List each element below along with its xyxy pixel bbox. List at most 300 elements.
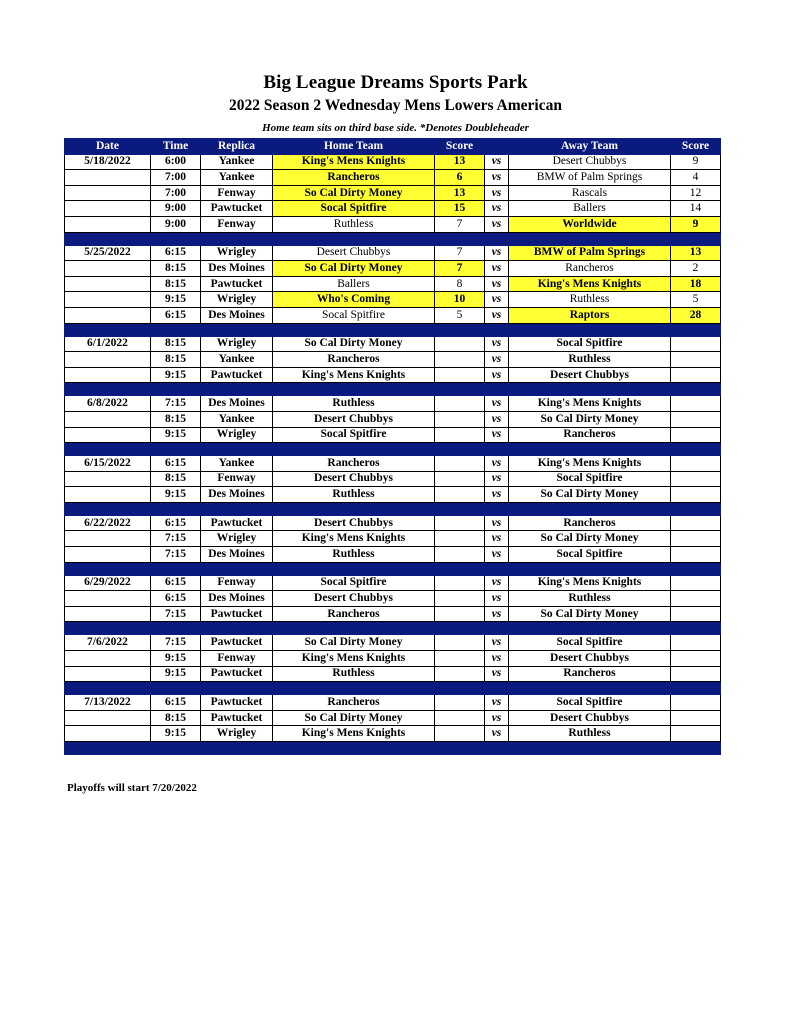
separator-cell <box>509 682 671 695</box>
away-score-cell <box>671 726 721 742</box>
home-team-cell: So Cal Dirty Money <box>273 261 435 277</box>
vs-cell: vs <box>485 427 509 443</box>
home-score-cell: 15 <box>435 201 485 217</box>
vs-cell: vs <box>485 276 509 292</box>
separator-cell <box>485 383 509 396</box>
separator-cell <box>485 443 509 456</box>
home-score-cell <box>435 411 485 427</box>
schedule-table <box>64 138 721 755</box>
replica-cell: Des Moines <box>201 591 273 607</box>
home-score-cell <box>435 456 485 472</box>
vs-cell: vs <box>485 575 509 591</box>
home-score-cell <box>435 336 485 352</box>
separator-cell <box>201 622 273 635</box>
replica-cell: Wrigley <box>201 726 273 742</box>
away-score-cell <box>671 411 721 427</box>
home-score-cell <box>435 471 485 487</box>
separator-cell <box>435 622 485 635</box>
away-team-cell: BMW of Palm Springs <box>509 170 671 186</box>
time-cell: 9:15 <box>151 651 201 667</box>
home-score-cell: 7 <box>435 245 485 261</box>
col-header-home-team: Home Team <box>273 139 435 155</box>
date-cell <box>65 651 151 667</box>
away-score-cell <box>671 367 721 383</box>
game-row <box>65 695 721 711</box>
vs-cell: vs <box>485 411 509 427</box>
week-separator <box>65 562 721 575</box>
separator-cell <box>509 443 671 456</box>
schedule-note: Home team sits on third base side. *Denotes Doubleheader <box>262 122 529 134</box>
away-score-cell: 12 <box>671 185 721 201</box>
date-cell: 7/6/2022 <box>65 635 151 651</box>
home-team-cell: Socal Spitfire <box>273 575 435 591</box>
away-team-cell: Socal Spitfire <box>509 471 671 487</box>
home-team-cell: Desert Chubbys <box>273 591 435 607</box>
date-cell <box>65 427 151 443</box>
time-cell: 6:15 <box>151 245 201 261</box>
game-row <box>65 606 721 622</box>
home-team-cell: Rancheros <box>273 606 435 622</box>
home-score-cell <box>435 635 485 651</box>
replica-cell: Des Moines <box>201 487 273 503</box>
date-cell <box>65 606 151 622</box>
separator-cell <box>151 622 201 635</box>
replica-cell: Pawtucket <box>201 666 273 682</box>
home-team-cell: King's Mens Knights <box>273 726 435 742</box>
game-row <box>65 591 721 607</box>
away-score-cell <box>671 635 721 651</box>
separator-cell <box>435 742 485 755</box>
date-cell <box>65 216 151 232</box>
separator-cell <box>509 502 671 515</box>
time-cell: 9:15 <box>151 427 201 443</box>
separator-cell <box>201 742 273 755</box>
replica-cell: Wrigley <box>201 336 273 352</box>
separator-cell <box>65 383 151 396</box>
col-header-time: Time <box>151 139 201 155</box>
home-team-cell: Rancheros <box>273 695 435 711</box>
home-score-cell <box>435 352 485 368</box>
separator-cell <box>151 562 201 575</box>
date-cell: 7/13/2022 <box>65 695 151 711</box>
date-cell <box>65 352 151 368</box>
replica-cell: Des Moines <box>201 396 273 412</box>
home-score-cell: 10 <box>435 292 485 308</box>
vs-cell: vs <box>485 396 509 412</box>
home-team-cell: Ruthless <box>273 487 435 503</box>
separator-cell <box>671 443 721 456</box>
away-team-cell: Ruthless <box>509 292 671 308</box>
away-team-cell: Socal Spitfire <box>509 336 671 352</box>
away-score-cell <box>671 651 721 667</box>
separator-cell <box>435 562 485 575</box>
away-team-cell: So Cal Dirty Money <box>509 411 671 427</box>
game-row <box>65 515 721 531</box>
home-team-cell: King's Mens Knights <box>273 651 435 667</box>
separator-cell <box>65 682 151 695</box>
separator-cell <box>509 323 671 336</box>
away-team-cell: Socal Spitfire <box>509 635 671 651</box>
vs-cell: vs <box>485 710 509 726</box>
home-team-cell: Desert Chubbys <box>273 515 435 531</box>
time-cell: 7:15 <box>151 635 201 651</box>
game-row <box>65 575 721 591</box>
time-cell: 8:15 <box>151 471 201 487</box>
home-team-cell: So Cal Dirty Money <box>273 710 435 726</box>
time-cell: 8:15 <box>151 336 201 352</box>
separator-cell <box>151 682 201 695</box>
time-cell: 7:15 <box>151 606 201 622</box>
vs-cell: vs <box>485 307 509 323</box>
separator-cell <box>273 443 435 456</box>
away-score-cell <box>671 710 721 726</box>
time-cell: 8:15 <box>151 276 201 292</box>
away-team-cell: Desert Chubbys <box>509 367 671 383</box>
home-score-cell <box>435 695 485 711</box>
separator-cell <box>435 443 485 456</box>
away-team-cell: Rascals <box>509 185 671 201</box>
home-score-cell <box>435 487 485 503</box>
col-header-home-score: Score <box>435 139 485 155</box>
home-team-cell: Rancheros <box>273 456 435 472</box>
week-separator <box>65 443 721 456</box>
time-cell: 8:15 <box>151 411 201 427</box>
separator-cell <box>151 502 201 515</box>
vs-cell: vs <box>485 292 509 308</box>
home-team-cell: So Cal Dirty Money <box>273 635 435 651</box>
home-team-cell: Desert Chubbys <box>273 411 435 427</box>
replica-cell: Wrigley <box>201 427 273 443</box>
separator-cell <box>65 742 151 755</box>
home-score-cell <box>435 726 485 742</box>
away-team-cell: King's Mens Knights <box>509 456 671 472</box>
page-subtitle: 2022 Season 2 Wednesday Mens Lowers American <box>229 97 562 114</box>
date-cell <box>65 170 151 186</box>
replica-cell: Pawtucket <box>201 201 273 217</box>
away-score-cell <box>671 591 721 607</box>
col-header-away-team: Away Team <box>509 139 671 155</box>
away-team-cell: So Cal Dirty Money <box>509 606 671 622</box>
away-score-cell <box>671 427 721 443</box>
away-score-cell <box>671 352 721 368</box>
home-score-cell: 5 <box>435 307 485 323</box>
time-cell: 6:15 <box>151 591 201 607</box>
home-team-cell: Socal Spitfire <box>273 427 435 443</box>
vs-cell: vs <box>485 547 509 563</box>
home-team-cell: King's Mens Knights <box>273 531 435 547</box>
time-cell: 9:15 <box>151 292 201 308</box>
game-row <box>65 396 721 412</box>
home-team-cell: So Cal Dirty Money <box>273 185 435 201</box>
replica-cell: Pawtucket <box>201 367 273 383</box>
separator-cell <box>273 742 435 755</box>
time-cell: 7:15 <box>151 531 201 547</box>
game-row <box>65 411 721 427</box>
separator-cell <box>671 383 721 396</box>
away-team-cell: Rancheros <box>509 427 671 443</box>
separator-cell <box>151 232 201 245</box>
away-score-cell: 18 <box>671 276 721 292</box>
separator-cell <box>201 443 273 456</box>
col-header-vs <box>485 139 509 155</box>
game-row <box>65 367 721 383</box>
vs-cell: vs <box>485 352 509 368</box>
replica-cell: Wrigley <box>201 531 273 547</box>
date-cell <box>65 531 151 547</box>
game-row <box>65 292 721 308</box>
away-score-cell: 5 <box>671 292 721 308</box>
time-cell: 6:00 <box>151 154 201 170</box>
game-row <box>65 666 721 682</box>
away-score-cell <box>671 575 721 591</box>
away-team-cell: Socal Spitfire <box>509 547 671 563</box>
away-score-cell <box>671 487 721 503</box>
away-team-cell: Ruthless <box>509 591 671 607</box>
home-team-cell: King's Mens Knights <box>273 154 435 170</box>
away-team-cell: Rancheros <box>509 666 671 682</box>
time-cell: 8:15 <box>151 710 201 726</box>
home-team-cell: Socal Spitfire <box>273 201 435 217</box>
home-score-cell <box>435 651 485 667</box>
separator-cell <box>671 562 721 575</box>
date-cell: 6/1/2022 <box>65 336 151 352</box>
time-cell: 8:15 <box>151 352 201 368</box>
home-score-cell <box>435 427 485 443</box>
replica-cell: Pawtucket <box>201 695 273 711</box>
game-row <box>65 710 721 726</box>
separator-cell <box>273 383 435 396</box>
separator-cell <box>201 232 273 245</box>
away-score-cell <box>671 666 721 682</box>
away-team-cell: Ruthless <box>509 352 671 368</box>
away-score-cell: 2 <box>671 261 721 277</box>
vs-cell: vs <box>485 471 509 487</box>
away-score-cell: 14 <box>671 201 721 217</box>
time-cell: 9:15 <box>151 487 201 503</box>
home-team-cell: Desert Chubbys <box>273 245 435 261</box>
away-team-cell: King's Mens Knights <box>509 276 671 292</box>
time-cell: 9:15 <box>151 726 201 742</box>
separator-cell <box>485 323 509 336</box>
separator-cell <box>65 562 151 575</box>
vs-cell: vs <box>485 487 509 503</box>
away-score-cell: 4 <box>671 170 721 186</box>
date-cell <box>65 666 151 682</box>
separator-cell <box>65 622 151 635</box>
playoffs-note: Playoffs will start 7/20/2022 <box>67 782 197 794</box>
away-score-cell <box>671 336 721 352</box>
separator-cell <box>485 502 509 515</box>
separator-cell <box>151 323 201 336</box>
replica-cell: Fenway <box>201 185 273 201</box>
separator-cell <box>273 323 435 336</box>
date-cell <box>65 591 151 607</box>
away-score-cell <box>671 695 721 711</box>
vs-cell: vs <box>485 185 509 201</box>
away-team-cell: Desert Chubbys <box>509 710 671 726</box>
game-row <box>65 336 721 352</box>
page-title: Big League Dreams Sports Park <box>263 72 528 93</box>
home-score-cell: 13 <box>435 185 485 201</box>
home-score-cell <box>435 606 485 622</box>
home-team-cell: Rancheros <box>273 352 435 368</box>
separator-cell <box>435 682 485 695</box>
separator-cell <box>201 562 273 575</box>
home-score-cell: 7 <box>435 216 485 232</box>
vs-cell: vs <box>485 154 509 170</box>
separator-cell <box>671 682 721 695</box>
date-cell <box>65 307 151 323</box>
game-row <box>65 487 721 503</box>
date-cell <box>65 261 151 277</box>
date-cell: 6/29/2022 <box>65 575 151 591</box>
game-row <box>65 201 721 217</box>
home-team-cell: King's Mens Knights <box>273 367 435 383</box>
separator-cell <box>435 502 485 515</box>
vs-cell: vs <box>485 666 509 682</box>
game-row <box>65 307 721 323</box>
vs-cell: vs <box>485 606 509 622</box>
time-cell: 7:15 <box>151 396 201 412</box>
date-cell <box>65 710 151 726</box>
time-cell: 7:00 <box>151 185 201 201</box>
separator-cell <box>671 502 721 515</box>
away-score-cell: 9 <box>671 216 721 232</box>
away-team-cell: So Cal Dirty Money <box>509 487 671 503</box>
separator-cell <box>65 443 151 456</box>
separator-cell <box>485 562 509 575</box>
separator-cell <box>671 622 721 635</box>
replica-cell: Pawtucket <box>201 710 273 726</box>
col-header-away-score: Score <box>671 139 721 155</box>
game-row <box>65 352 721 368</box>
away-score-cell: 13 <box>671 245 721 261</box>
away-team-cell: Worldwide <box>509 216 671 232</box>
date-cell: 5/25/2022 <box>65 245 151 261</box>
separator-cell <box>65 232 151 245</box>
home-score-cell: 8 <box>435 276 485 292</box>
away-team-cell: Desert Chubbys <box>509 154 671 170</box>
replica-cell: Wrigley <box>201 245 273 261</box>
separator-cell <box>509 622 671 635</box>
separator-cell <box>435 383 485 396</box>
header-row <box>65 139 721 155</box>
time-cell: 6:15 <box>151 456 201 472</box>
col-header-date: Date <box>65 139 151 155</box>
vs-cell: vs <box>485 261 509 277</box>
game-row <box>65 726 721 742</box>
game-row <box>65 170 721 186</box>
game-row <box>65 245 721 261</box>
time-cell: 7:15 <box>151 547 201 563</box>
game-row <box>65 185 721 201</box>
replica-cell: Wrigley <box>201 292 273 308</box>
date-cell <box>65 471 151 487</box>
home-team-cell: Ruthless <box>273 216 435 232</box>
away-score-cell <box>671 515 721 531</box>
vs-cell: vs <box>485 591 509 607</box>
time-cell: 6:15 <box>151 575 201 591</box>
separator-cell <box>485 682 509 695</box>
away-team-cell: Rancheros <box>509 515 671 531</box>
date-cell <box>65 367 151 383</box>
replica-cell: Des Moines <box>201 307 273 323</box>
replica-cell: Yankee <box>201 411 273 427</box>
vs-cell: vs <box>485 531 509 547</box>
date-cell <box>65 185 151 201</box>
replica-cell: Fenway <box>201 651 273 667</box>
vs-cell: vs <box>485 635 509 651</box>
away-team-cell: King's Mens Knights <box>509 396 671 412</box>
home-score-cell: 7 <box>435 261 485 277</box>
away-score-cell <box>671 606 721 622</box>
vs-cell: vs <box>485 695 509 711</box>
separator-cell <box>671 742 721 755</box>
date-cell: 6/8/2022 <box>65 396 151 412</box>
week-separator <box>65 323 721 336</box>
home-score-cell <box>435 531 485 547</box>
away-score-cell <box>671 456 721 472</box>
away-team-cell: Raptors <box>509 307 671 323</box>
game-row <box>65 651 721 667</box>
week-separator <box>65 232 721 245</box>
game-row <box>65 471 721 487</box>
separator-cell <box>273 562 435 575</box>
away-score-cell: 9 <box>671 154 721 170</box>
home-score-cell <box>435 367 485 383</box>
game-row <box>65 547 721 563</box>
time-cell: 9:15 <box>151 666 201 682</box>
replica-cell: Des Moines <box>201 261 273 277</box>
away-score-cell: 28 <box>671 307 721 323</box>
vs-cell: vs <box>485 515 509 531</box>
separator-cell <box>273 622 435 635</box>
time-cell: 6:15 <box>151 307 201 323</box>
away-team-cell: King's Mens Knights <box>509 575 671 591</box>
replica-cell: Pawtucket <box>201 606 273 622</box>
separator-cell <box>509 562 671 575</box>
separator-cell <box>65 502 151 515</box>
time-cell: 7:00 <box>151 170 201 186</box>
replica-cell: Fenway <box>201 471 273 487</box>
replica-cell: Fenway <box>201 575 273 591</box>
date-cell <box>65 276 151 292</box>
away-team-cell: Ruthless <box>509 726 671 742</box>
away-team-cell: Socal Spitfire <box>509 695 671 711</box>
schedule-body <box>65 154 721 754</box>
replica-cell: Yankee <box>201 154 273 170</box>
date-cell: 6/22/2022 <box>65 515 151 531</box>
time-cell: 9:15 <box>151 367 201 383</box>
time-cell: 8:15 <box>151 261 201 277</box>
separator-cell <box>201 323 273 336</box>
replica-cell: Fenway <box>201 216 273 232</box>
week-separator <box>65 742 721 755</box>
home-team-cell: Ruthless <box>273 396 435 412</box>
vs-cell: vs <box>485 216 509 232</box>
home-team-cell: Ballers <box>273 276 435 292</box>
week-separator <box>65 682 721 695</box>
game-row <box>65 635 721 651</box>
vs-cell: vs <box>485 456 509 472</box>
date-cell: 5/18/2022 <box>65 154 151 170</box>
home-score-cell <box>435 575 485 591</box>
separator-cell <box>671 232 721 245</box>
separator-cell <box>151 383 201 396</box>
separator-cell <box>435 232 485 245</box>
home-score-cell <box>435 396 485 412</box>
game-row <box>65 531 721 547</box>
